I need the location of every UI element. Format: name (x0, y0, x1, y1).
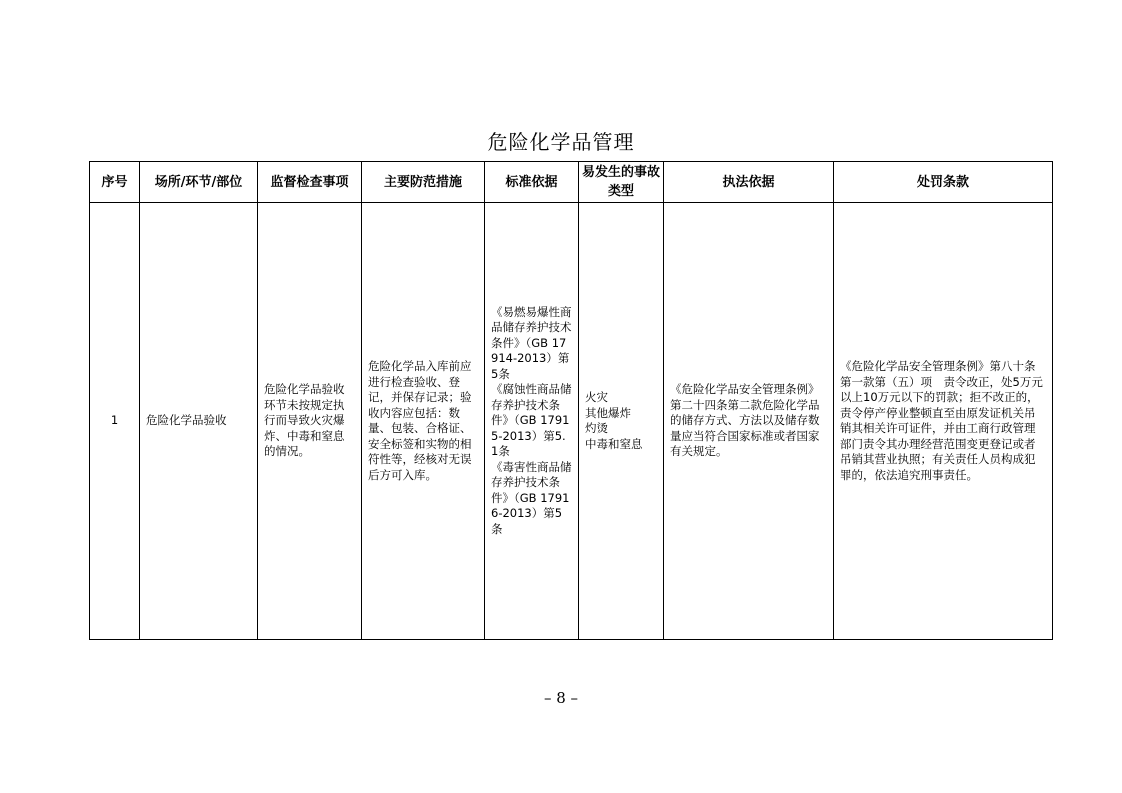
cell-accident-types: 火灾 其他爆炸 灼烫 中毒和窒息 (579, 203, 664, 640)
inspection-table (89, 161, 1053, 640)
cell-measures: 危险化学品入库前应进行检查验收、登记，并保存记录；验收内容应包括：数量、包装、合格证、安全标签和实物的相符性等，经核对无误后方可入库。 (362, 203, 485, 640)
cell-location: 危险化学品验收 (140, 203, 258, 640)
page-title: 危险化学品管理 (487, 130, 635, 154)
header-measures: 主要防范措施 (362, 162, 485, 203)
table-header-row (90, 162, 1053, 203)
cell-inspection-item: 危险化学品验收环节未按规定执行而导致火灾爆炸、中毒和窒息的情况。 (258, 203, 362, 640)
header-location: 场所/环节/部位 (140, 162, 258, 203)
cell-legal-basis: 《危险化学品安全管理条例》第二十四条第二款危险化学品的储存方式、方法以及储存数量应当符合国家标准或者国家有关规定。 (664, 203, 834, 640)
cell-standards: 《易燃易爆性商品储存养护技术条件》（GB 17914-2013）第5条 《腐蚀性商品储存养护技术条件》（GB 17915-2013）第5.1条 《毒害性商品储存养护技术条件》（GB 17916-2013）第5条 (485, 203, 579, 640)
header-legal-basis: 执法依据 (664, 162, 834, 203)
header-standards: 标准依据 (485, 162, 579, 203)
header-inspection-item: 监督检查事项 (258, 162, 362, 203)
table-row (90, 203, 1053, 640)
header-accident-types: 易发生的事故类型 (579, 162, 664, 203)
cell-penalty: 《危险化学品安全管理条例》第八十条第一款第（五）项 责令改正，处5万元以上10万元以下的罚款；拒不改正的，责令停产停业整顿直至由原发证机关吊销其相关许可证件，并由工商行政管理部门责令其办理经营范围变更登记或者吊销其营业执照；有关责任人员构成犯罪的，依法追究刑事责任。 (834, 203, 1053, 640)
header-penalty: 处罚条款 (834, 162, 1053, 203)
page-number: – 8 – (543, 689, 579, 707)
header-no: 序号 (90, 162, 140, 203)
cell-no: 1 (90, 203, 140, 640)
